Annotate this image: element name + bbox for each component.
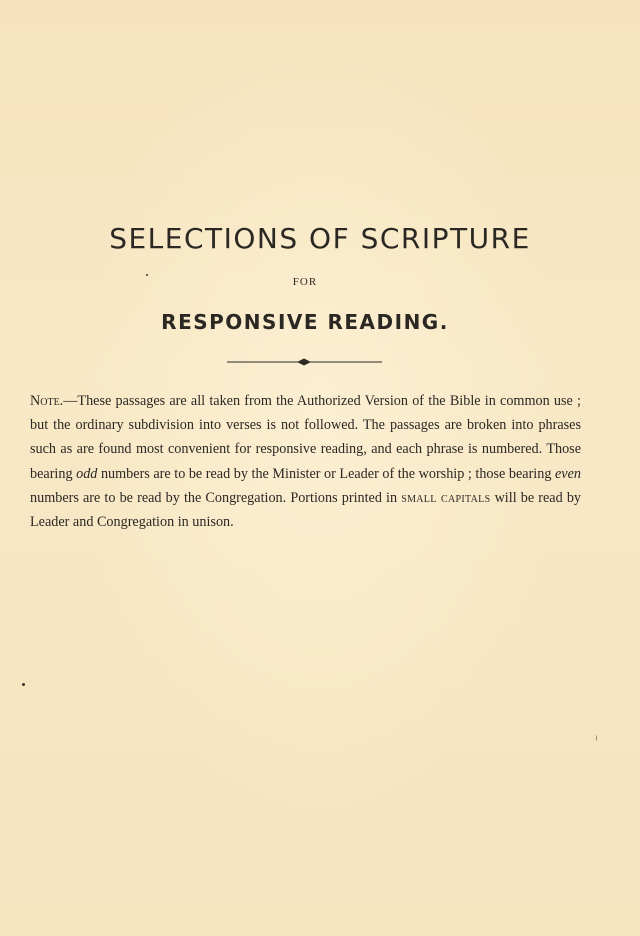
note-dash: — [63,393,78,409]
ink-speck [22,683,25,686]
ornamental-divider [227,356,382,368]
note-label: Note. [30,393,64,409]
note-text-3: numbers are to be read by the Congregation. Portions printed in [30,489,402,506]
ink-speck [596,735,597,741]
note-even: even [555,465,581,482]
note-small-capitals: small capitals [401,489,491,506]
ink-speck [146,274,148,276]
note-paragraph [30,389,581,534]
page-title: SELECTIONS OF SCRIPTURE [109,222,531,255]
for-line: FOR [292,276,318,288]
page-subtitle: RESPONSIVE READING. [161,310,449,334]
note-text-4: will be read by Leader and Congregation in unison. [30,489,582,531]
note-odd: odd [76,465,98,482]
note-text-2: numbers are to be read by the Minister or Leader of the worship ; those bearing [97,465,555,482]
note-text-1: These passages are all taken from the Authorized Version of the Bible in common use ; but the ordinary subdivision into verses is not followed. The passages are broken into phrases such as are found most convenient for responsive reading, and each phrase is numbered. Those bearing [30,393,581,482]
diamond-ornament-icon [297,359,311,366]
